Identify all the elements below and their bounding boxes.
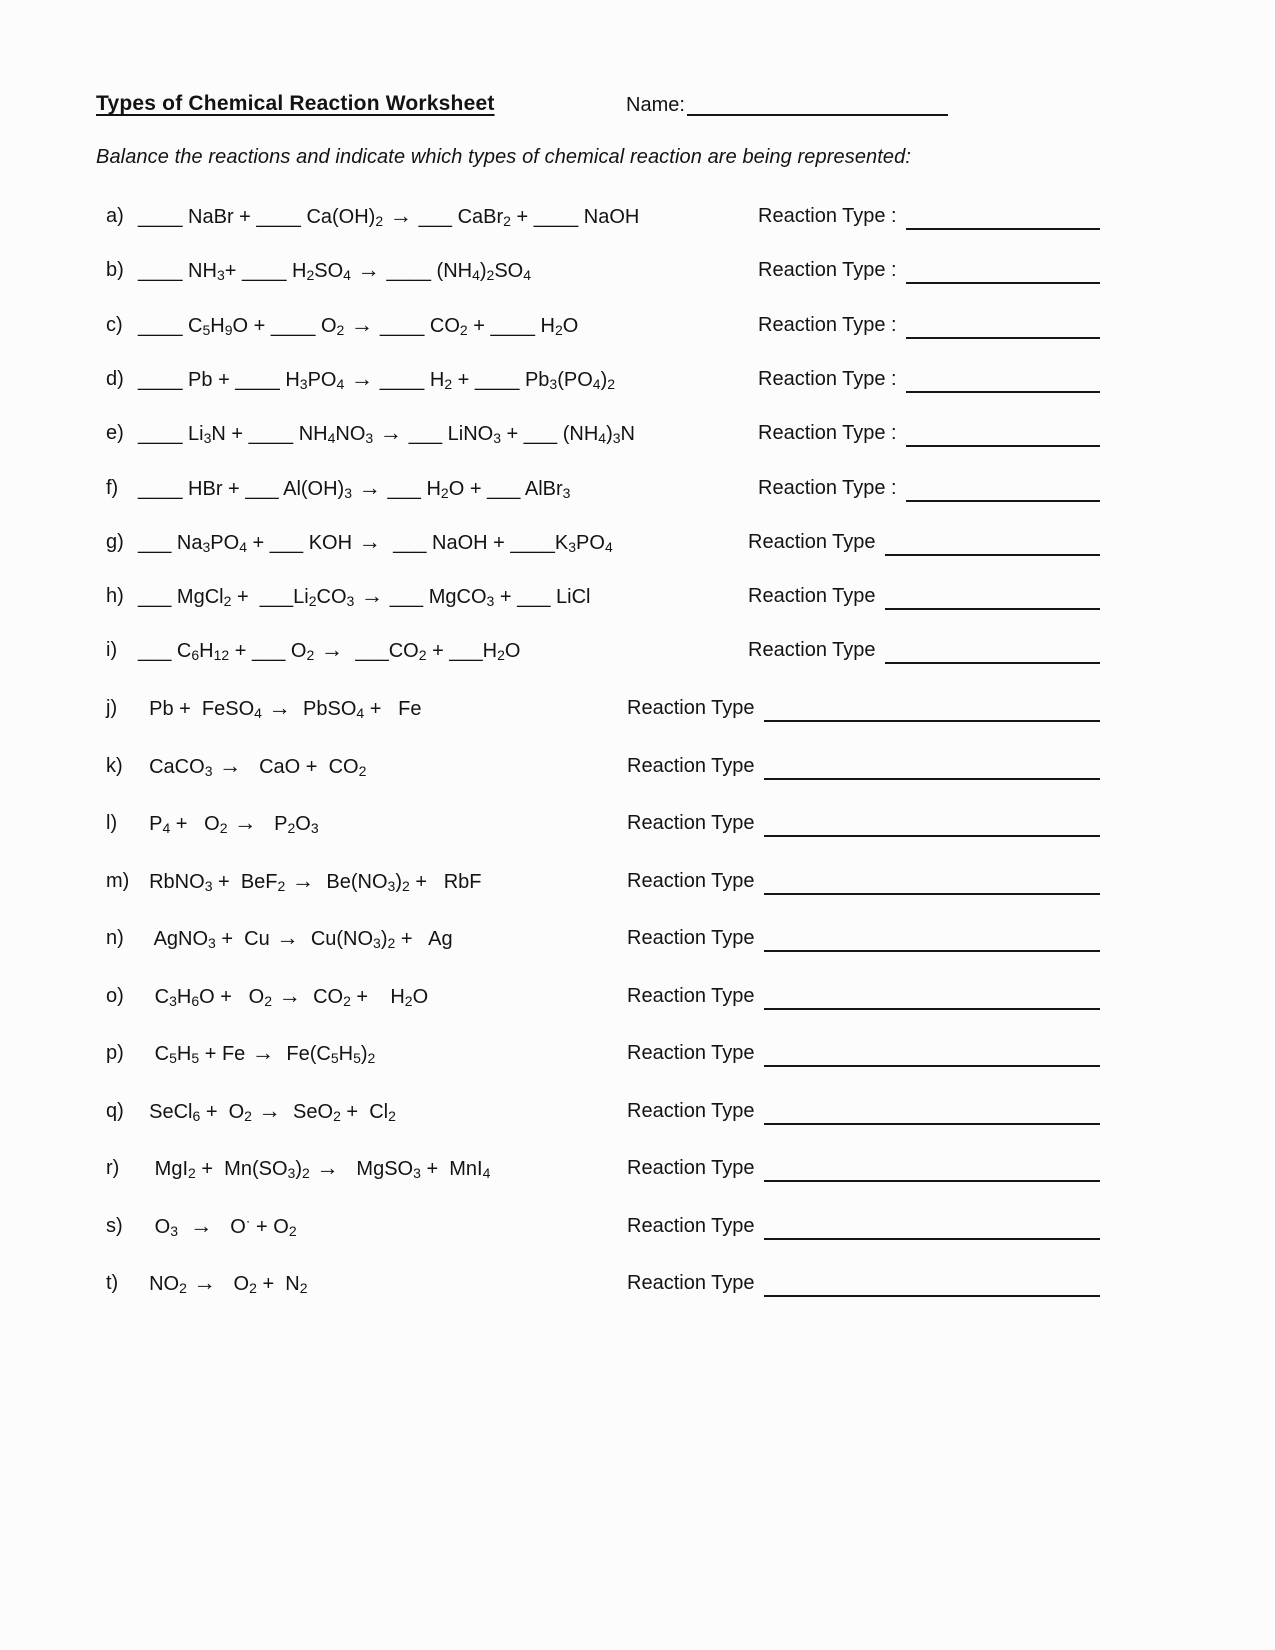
equation-text: ____ $Li_3N$ + ____ $NH_4NO_3$ → ___ LiNO$_3$ + ___ $(NH_4)_3N$	[138, 420, 635, 447]
reaction-type-label: Reaction Type	[748, 531, 876, 553]
arrow-icon: →	[251, 1040, 275, 1065]
reaction-type-blank[interactable]	[906, 228, 1100, 230]
arrow-icon: →	[190, 1213, 213, 1238]
row-label: h)	[106, 585, 124, 607]
equation-text: Pb + FeSO$_4$ → PbSO$_4$ + Fe	[138, 695, 422, 722]
worksheet-row	[0, 630, 1100, 670]
row-label: j)	[106, 697, 118, 719]
worksheet-row	[0, 1033, 1100, 1073]
reaction-type-blank[interactable]	[906, 500, 1100, 502]
reaction-type-blank[interactable]	[764, 1295, 1101, 1297]
row-label: m)	[106, 870, 130, 892]
row-label: g)	[106, 531, 124, 553]
reaction-type-blank[interactable]	[764, 893, 1101, 895]
worksheet-row	[0, 359, 1100, 399]
reaction-type-label: Reaction Type	[627, 1272, 755, 1294]
reaction-type-field	[758, 250, 1100, 290]
worksheet-row	[0, 861, 1100, 901]
row-label: p)	[106, 1042, 124, 1064]
reaction-type-label: Reaction Type :	[758, 259, 897, 281]
reaction-type-label: Reaction Type	[627, 755, 755, 777]
arrow-icon: →	[219, 753, 242, 778]
reaction-type-field	[627, 1091, 1100, 1131]
reaction-type-field	[627, 1033, 1100, 1073]
reaction-type-field	[748, 630, 1100, 670]
reaction-type-field	[627, 861, 1100, 901]
worksheet-row	[0, 803, 1100, 843]
worksheet-row	[0, 1263, 1100, 1303]
equation-text: $O_3 \to O^\cdot + O_2$	[138, 1212, 297, 1240]
reaction-type-field	[758, 413, 1100, 453]
reaction-type-field	[627, 746, 1100, 786]
equation-text: ___ MgCl$_2$ + $\_\_\_Li_2CO_3$ → ___ MgCO$_3$ + ___ LiCl	[138, 583, 591, 610]
equation-text: SeCl$_6$ + $O_2 \to SeO_2 + Cl_2$	[138, 1098, 396, 1125]
reaction-type-field	[627, 976, 1100, 1016]
worksheet-row	[0, 976, 1100, 1016]
arrow-icon: →	[357, 257, 380, 282]
reaction-type-field	[748, 576, 1100, 616]
equation-text: AgNO$_3$ + $Cu \to Cu(NO_3)_2 + Ag$	[138, 925, 453, 952]
reaction-type-label: Reaction Type	[748, 585, 876, 607]
row-label: q)	[106, 1100, 124, 1122]
worksheet-row	[0, 576, 1100, 616]
worksheet-row	[0, 413, 1100, 453]
name-field	[626, 92, 948, 118]
reaction-type-label: Reaction Type :	[758, 205, 897, 227]
arrow-icon: →	[258, 1098, 281, 1123]
arrow-icon: →	[193, 1270, 216, 1295]
row-label: a)	[106, 205, 124, 227]
worksheet-row	[0, 250, 1100, 290]
reaction-type-label: Reaction Type :	[758, 477, 897, 499]
row-label: b)	[106, 259, 124, 281]
reaction-type-label: Reaction Type	[627, 1100, 755, 1122]
equation-text: RbNO$_3$ + $BeF_2 \to Be(NO_3)_2$ + RbF	[138, 868, 482, 895]
worksheet-row	[0, 688, 1100, 728]
worksheet-row	[0, 746, 1100, 786]
arrow-icon: →	[291, 868, 315, 893]
worksheet-row	[0, 522, 1100, 562]
reaction-type-field	[627, 803, 1100, 843]
reaction-type-label: Reaction Type	[627, 812, 755, 834]
name-blank[interactable]	[687, 114, 948, 116]
row-label: e)	[106, 422, 124, 444]
equation-text: ____ $C_5H_9O$ + ____ $O_2$ → ____ $CO_2$ + ____ $H_2O$	[138, 312, 579, 339]
reaction-type-field	[627, 1263, 1100, 1303]
arrow-icon: →	[278, 983, 301, 1008]
reaction-type-field	[758, 196, 1100, 236]
worksheet-row	[0, 196, 1100, 236]
equation-text: CaCO$_3$ → CaO + $CO_2$	[138, 753, 367, 780]
reaction-type-blank[interactable]	[906, 445, 1100, 447]
arrow-icon: →	[358, 529, 382, 554]
reaction-type-field	[758, 359, 1100, 399]
arrow-icon: →	[234, 810, 257, 835]
arrow-icon: →	[389, 203, 413, 228]
reaction-type-blank[interactable]	[764, 778, 1101, 780]
reaction-type-label: Reaction Type	[627, 985, 755, 1007]
arrow-icon: →	[350, 312, 374, 337]
row-label: c)	[106, 314, 123, 336]
row-label: s)	[106, 1215, 123, 1237]
equation-text: ____ Pb + ____ $H_3PO_4$ → ____ $H_2$ + ____ $Pb_3(PO_4)_2$	[138, 366, 616, 393]
reaction-type-label: Reaction Type :	[758, 422, 897, 444]
reaction-type-label: Reaction Type	[627, 927, 755, 949]
worksheet-row	[0, 1091, 1100, 1131]
arrow-icon: →	[316, 1155, 339, 1180]
equation-text: ____ $NH_3+$ ____ $H_2SO_4$ → ____ $(NH_4)_2SO_4$	[138, 257, 532, 284]
reaction-type-field	[627, 1206, 1100, 1246]
reaction-type-blank[interactable]	[764, 1065, 1101, 1067]
reaction-type-field	[627, 1148, 1100, 1188]
reaction-type-blank[interactable]	[906, 337, 1100, 339]
row-label: f)	[106, 477, 119, 499]
reaction-type-blank[interactable]	[906, 391, 1100, 393]
arrow-icon: →	[358, 475, 381, 500]
worksheet-row	[0, 918, 1100, 958]
reaction-type-label: Reaction Type	[627, 697, 755, 719]
reaction-type-blank[interactable]	[764, 950, 1101, 952]
arrow-icon: →	[268, 695, 291, 720]
worksheet-row	[0, 468, 1100, 508]
row-label: n)	[106, 927, 124, 949]
row-label: o)	[106, 985, 124, 1007]
arrow-icon: →	[379, 420, 403, 445]
reaction-type-blank[interactable]	[885, 608, 1101, 610]
reaction-type-label: Reaction Type	[627, 1215, 755, 1237]
name-label: Name:	[626, 94, 685, 116]
reaction-type-field	[758, 468, 1100, 508]
arrow-icon: →	[320, 637, 344, 662]
row-label: t)	[106, 1272, 119, 1294]
row-label: i)	[106, 639, 118, 661]
arrow-icon: →	[350, 366, 374, 391]
worksheet-row	[0, 1148, 1100, 1188]
worksheet-row	[0, 1206, 1100, 1246]
reaction-type-label: Reaction Type	[627, 1042, 755, 1064]
arrow-icon: →	[360, 583, 384, 608]
reaction-type-label: Reaction Type	[627, 870, 755, 892]
reaction-type-field	[748, 522, 1100, 562]
reaction-type-blank[interactable]	[764, 1008, 1101, 1010]
row-label: l)	[106, 812, 118, 834]
row-label: d)	[106, 368, 124, 390]
reaction-type-label: Reaction Type :	[758, 368, 897, 390]
reaction-type-field	[627, 918, 1100, 958]
instruction-text: Balance the reactions and indicate which types of chemical reaction are being represented:	[96, 146, 912, 168]
equation-text: ___ $C_6H_{12}$ + ___ $O_2$ → $\_\_\_CO_2$ + $\_\_\_H_2O$	[138, 637, 521, 664]
reaction-type-blank[interactable]	[764, 1238, 1101, 1240]
reaction-type-label: Reaction Type :	[758, 314, 897, 336]
row-label: r)	[106, 1157, 120, 1179]
reaction-type-field	[758, 305, 1100, 345]
reaction-type-blank[interactable]	[885, 662, 1101, 664]
reaction-type-label: Reaction Type	[748, 639, 876, 661]
equation-text: $C_3H_6O + O_2 \to CO_2$ + $H_2O$	[138, 983, 429, 1010]
reaction-type-blank[interactable]	[764, 1123, 1101, 1125]
reaction-type-blank[interactable]	[885, 554, 1101, 556]
reaction-type-blank[interactable]	[764, 720, 1101, 722]
reaction-type-blank[interactable]	[906, 282, 1100, 284]
reaction-type-field	[627, 688, 1100, 728]
reaction-type-blank[interactable]	[764, 1180, 1101, 1182]
page-title: Types of Chemical Reaction Worksheet	[96, 92, 495, 115]
equation-text: $MgI_2 + Mn(SO_3)_2$ → MgSO$_3$ + MnI$_4$	[138, 1155, 491, 1182]
equation-text: $C_5H_5 + Fe \to Fe(C_5H_5)_2$	[138, 1040, 376, 1067]
row-label: k)	[106, 755, 123, 777]
reaction-type-blank[interactable]	[764, 835, 1101, 837]
equation-text: $NO_2 \to O_2 + N_2$	[138, 1270, 308, 1297]
arrow-icon: →	[276, 925, 299, 950]
worksheet-row	[0, 305, 1100, 345]
equation-text: ____ HBr + ___ $Al(OH)_3$ → ___ $H_2O$ + ___ AlBr$_3$	[138, 475, 571, 502]
equation-text: $P_4 + O_2 \to P_2O_3$	[138, 810, 319, 837]
equation-text: ___ $Na_3PO_4$ + ___ KOH → ___ NaOH + $\_\_\_\_K_3PO_4$	[138, 529, 613, 556]
reaction-type-label: Reaction Type	[627, 1157, 755, 1179]
equation-text: ____ NaBr + ____ $Ca(OH)_2$ → ___ CaBr$_2$ + ____ NaOH	[138, 203, 640, 230]
